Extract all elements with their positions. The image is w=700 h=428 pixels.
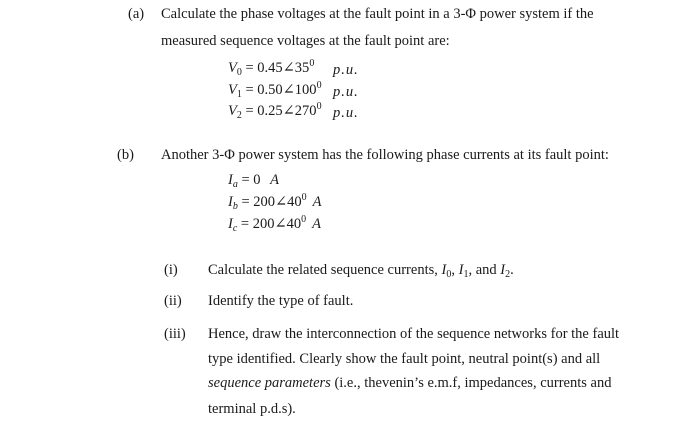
equation-v2: $V_2$ = $0.25\angle 270^0$ xyxy=(228,101,322,121)
part-b-label: (b) xyxy=(117,147,134,163)
equation-v1: $V_1$ = $0.50\angle 100^0$ xyxy=(228,80,322,100)
unit-v0: p.u. xyxy=(333,62,359,78)
part-a-label: (a) xyxy=(128,6,145,22)
sub-item-i-text: Calculate the related sequence currents, $I_0$, $I_1$, and $I_2$. xyxy=(208,262,514,280)
sub-item-iii-label: (iii) xyxy=(164,326,186,342)
sub-item-i-label: (i) xyxy=(164,262,178,278)
part-b-intro: Another 3-Φ power system has the following phase currents at its fault point: xyxy=(161,147,609,163)
sub-item-iii-line-4: terminal p.d.s). xyxy=(208,401,296,417)
equation-ic: $I_c$ = $200\angle 40^0$ A xyxy=(228,214,321,234)
sub-item-iii-line-3: sequence parameters (i.e., thevenin’s e.m.f, impedances, currents and xyxy=(208,375,612,391)
sub-item-iii-line-1: Hence, draw the interconnection of the sequence networks for the fault xyxy=(208,326,620,342)
part-a-line-1: Calculate the phase voltages at the fault point in a 3-Φ power system if the xyxy=(161,6,594,22)
equation-ia: $I_a = 0$ A xyxy=(228,172,280,190)
unit-v2: p.u. xyxy=(333,105,359,121)
part-a-line-2: measured sequence voltages at the fault point are: xyxy=(161,33,450,49)
sub-item-iii-line-2: type identified. Clearly show the fault point, neutral point(s) and all xyxy=(208,351,601,367)
unit-v1: p.u. xyxy=(333,84,359,100)
equation-ib: $I_b$ = $200\angle 40^0$ A xyxy=(228,192,322,212)
sub-item-ii-text: Identify the type of fault. xyxy=(208,293,354,309)
equation-v0: $V_0$ = $0.45\angle 35^0$ xyxy=(228,58,315,78)
sub-item-ii-label: (ii) xyxy=(164,293,182,309)
